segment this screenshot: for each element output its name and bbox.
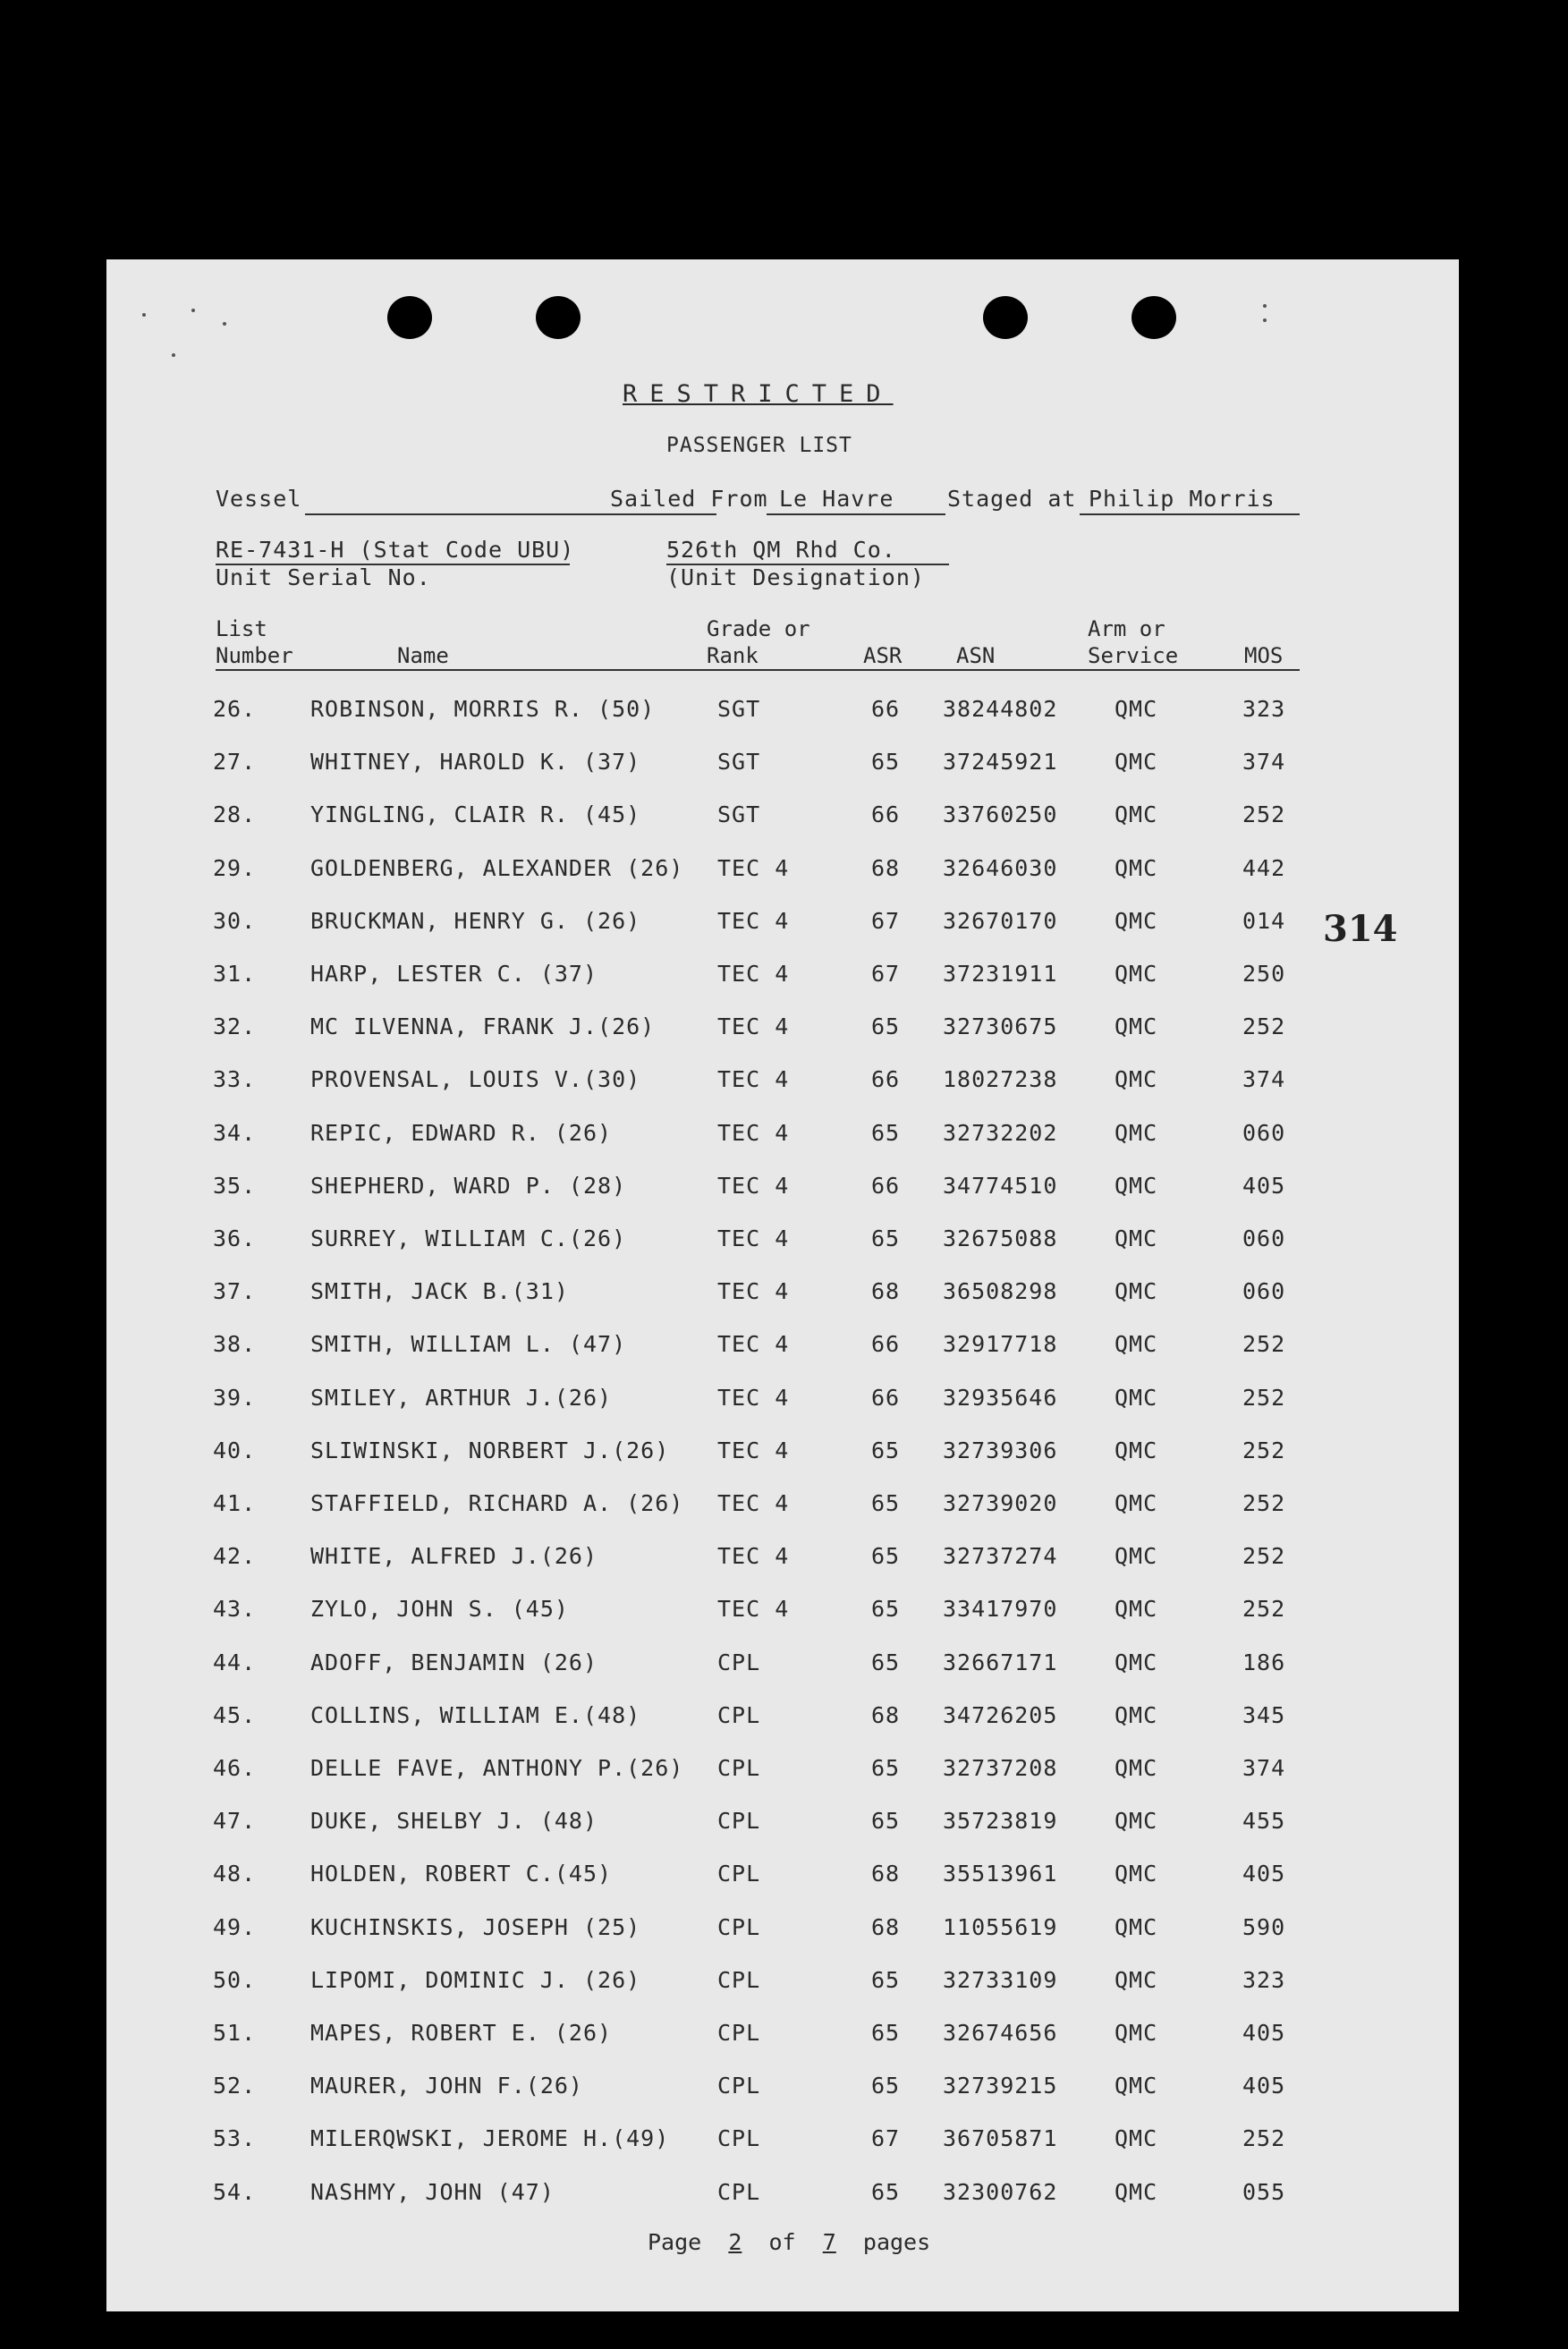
cell-num: 32. — [213, 1013, 257, 1040]
cell-asr: 65 — [871, 1013, 901, 1040]
cell-mos: 323 — [1242, 696, 1286, 722]
table-row — [106, 696, 1459, 728]
cell-grade: SGT — [717, 749, 761, 776]
cell-arm: QMC — [1115, 1013, 1158, 1040]
cell-mos: 405 — [1242, 1172, 1286, 1199]
cell-grade: SGT — [717, 801, 761, 828]
cell-arm: QMC — [1115, 1861, 1158, 1887]
cell-grade: TEC 4 — [717, 1066, 790, 1093]
cell-grade: TEC 4 — [717, 854, 790, 881]
footer-of-label: of — [768, 2229, 796, 2255]
col-header-line: Service — [1088, 643, 1179, 668]
cell-asr: 68 — [871, 854, 901, 881]
cell-name: BRUCKMAN, HENRY G. (26) — [310, 907, 641, 934]
cell-name: WHITNEY, HAROLD K. (37) — [310, 749, 641, 776]
cell-arm: QMC — [1115, 1913, 1158, 1940]
cell-name: SLIWINSKI, NORBERT J.(26) — [310, 1437, 670, 1463]
cell-arm: QMC — [1115, 1490, 1158, 1516]
cell-asn: 32737208 — [943, 1755, 1058, 1781]
punch-hole — [983, 296, 1028, 339]
cell-mos: 374 — [1242, 1066, 1286, 1093]
vessel-label: Vessel — [216, 486, 302, 512]
table-row — [106, 1120, 1459, 1152]
cell-mos: 060 — [1242, 1225, 1286, 1251]
cell-grade: TEC 4 — [717, 961, 790, 987]
cell-mos: 590 — [1242, 1913, 1286, 1940]
table-row — [106, 1596, 1459, 1628]
cell-mos: 405 — [1242, 2020, 1286, 2046]
cell-mos: 374 — [1242, 749, 1286, 776]
footer-page-total: 7 — [822, 2229, 836, 2255]
unit-designation-value: 526th QM Rhd Co. — [666, 537, 896, 563]
cell-arm: QMC — [1115, 1966, 1158, 1993]
cell-asr: 65 — [871, 749, 901, 776]
cell-grade: TEC 4 — [717, 1172, 790, 1199]
cell-asr: 65 — [871, 1490, 901, 1516]
col-header-line: Number — [216, 643, 293, 668]
cell-num: 46. — [213, 1755, 257, 1781]
cell-mos: 252 — [1242, 1490, 1286, 1516]
cell-asr: 65 — [871, 1596, 901, 1623]
cell-num: 53. — [213, 2125, 257, 2152]
document-subtitle: PASSENGER LIST — [666, 434, 852, 457]
cell-arm: QMC — [1115, 854, 1158, 881]
cell-name: REPIC, EDWARD R. (26) — [310, 1119, 613, 1146]
cell-num: 30. — [213, 907, 257, 934]
cell-num: 28. — [213, 801, 257, 828]
cell-num: 39. — [213, 1384, 257, 1411]
cell-asr: 68 — [871, 1913, 901, 1940]
table-row — [106, 2073, 1459, 2105]
unit-designation-label: (Unit Designation) — [666, 564, 925, 590]
cell-asr: 65 — [871, 1808, 901, 1835]
table-row — [106, 1755, 1459, 1787]
cell-asn: 35513961 — [943, 1861, 1058, 1887]
cell-asn: 32300762 — [943, 2178, 1058, 2205]
table-row — [106, 855, 1459, 887]
cell-asn: 32935646 — [943, 1384, 1058, 1411]
cell-asn: 33760250 — [943, 801, 1058, 828]
cell-arm: QMC — [1115, 1384, 1158, 1411]
cell-asn: 38244802 — [943, 696, 1058, 722]
table-row — [106, 749, 1459, 781]
speck — [1263, 304, 1267, 308]
cell-grade: TEC 4 — [717, 1490, 790, 1516]
vessel-underline — [305, 513, 716, 515]
table-row — [106, 1173, 1459, 1205]
cell-num: 54. — [213, 2178, 257, 2205]
cell-asr: 66 — [871, 801, 901, 828]
cell-arm: QMC — [1115, 801, 1158, 828]
table-row — [106, 1808, 1459, 1840]
cell-grade: TEC 4 — [717, 1331, 790, 1358]
cell-asr: 66 — [871, 1172, 901, 1199]
cell-name: LIPOMI, DOMINIC J. (26) — [310, 1966, 641, 1993]
cell-arm: QMC — [1115, 1437, 1158, 1463]
cell-name: ROBINSON, MORRIS R. (50) — [310, 696, 656, 722]
cell-num: 31. — [213, 961, 257, 987]
cell-asr: 66 — [871, 1384, 901, 1411]
cell-name: ADOFF, BENJAMIN (26) — [310, 1649, 598, 1675]
cell-mos: 374 — [1242, 1755, 1286, 1781]
cell-mos: 252 — [1242, 1543, 1286, 1570]
cell-grade: CPL — [717, 2020, 761, 2046]
cell-num: 36. — [213, 1225, 257, 1251]
cell-grade: TEC 4 — [717, 1013, 790, 1040]
cell-mos: 060 — [1242, 1119, 1286, 1146]
cell-name: ZYLO, JOHN S. (45) — [310, 1596, 569, 1623]
cell-name: HOLDEN, ROBERT C.(45) — [310, 1861, 613, 1887]
col-header-asn: ASN — [956, 643, 996, 668]
header-rule — [216, 669, 1300, 671]
table-row — [106, 1861, 1459, 1893]
cell-name: DUKE, SHELBY J. (48) — [310, 1808, 598, 1835]
cell-asr: 65 — [871, 1119, 901, 1146]
punch-hole — [1132, 296, 1176, 339]
staged-label: Staged at — [947, 486, 1077, 512]
cell-arm: QMC — [1115, 1278, 1158, 1305]
cell-num: 27. — [213, 749, 257, 776]
table-row — [106, 1649, 1459, 1682]
col-header-arm — [1088, 615, 1178, 669]
cell-name: MILERQWSKI, JEROME H.(49) — [310, 2125, 670, 2152]
cell-num: 50. — [213, 1966, 257, 1993]
sailed-underline — [767, 513, 945, 515]
cell-asn: 36705871 — [943, 2125, 1058, 2152]
cell-grade: CPL — [717, 1701, 761, 1728]
cell-asn: 32739020 — [943, 1490, 1058, 1516]
footer-pages-label: pages — [862, 2229, 931, 2255]
cell-grade: CPL — [717, 1966, 761, 1993]
table-row — [106, 1914, 1459, 1946]
cell-asn: 32674656 — [943, 2020, 1058, 2046]
speck — [142, 313, 146, 317]
cell-arm: QMC — [1115, 1596, 1158, 1623]
footer-page-label: Page — [648, 2229, 702, 2255]
col-header-line: Rank — [707, 643, 759, 668]
cell-num: 43. — [213, 1596, 257, 1623]
cell-arm: QMC — [1115, 2178, 1158, 2205]
cell-name: SMITH, JACK B.(31) — [310, 1278, 569, 1305]
unit-serial-value: RE-7431-H (Stat Code UBU) — [216, 537, 575, 563]
table-row — [106, 2020, 1459, 2052]
punch-hole — [536, 296, 581, 339]
cell-grade: CPL — [717, 1913, 761, 1940]
cell-asn: 32733109 — [943, 1966, 1058, 1993]
cell-arm: QMC — [1115, 1701, 1158, 1728]
cell-asn: 32739215 — [943, 2073, 1058, 2099]
cell-grade: CPL — [717, 2125, 761, 2152]
cell-asr: 65 — [871, 1649, 901, 1675]
col-header-mos: MOS — [1244, 643, 1284, 668]
cell-mos: 250 — [1242, 961, 1286, 987]
cell-num: 26. — [213, 696, 257, 722]
cell-grade: TEC 4 — [717, 1596, 790, 1623]
cell-asr: 65 — [871, 2020, 901, 2046]
table-row — [106, 1385, 1459, 1417]
cell-name: MAPES, ROBERT E. (26) — [310, 2020, 613, 2046]
col-header-asr: ASR — [863, 643, 903, 668]
col-header-name: Name — [397, 643, 449, 668]
cell-arm: QMC — [1115, 1649, 1158, 1675]
cell-mos: 252 — [1242, 801, 1286, 828]
cell-grade: CPL — [717, 1649, 761, 1675]
cell-asn: 32675088 — [943, 1225, 1058, 1251]
cell-name: MAURER, JOHN F.(26) — [310, 2073, 583, 2099]
col-header-line: Arm or — [1088, 616, 1165, 641]
sailed-label: Sailed From — [610, 486, 768, 512]
cell-num: 48. — [213, 1861, 257, 1887]
cell-asr: 65 — [871, 1225, 901, 1251]
cell-arm: QMC — [1115, 696, 1158, 722]
cell-arm: QMC — [1115, 749, 1158, 776]
cell-name: SHEPHERD, WARD P. (28) — [310, 1172, 627, 1199]
cell-name: SMITH, WILLIAM L. (47) — [310, 1331, 627, 1358]
table-row — [106, 908, 1459, 940]
cell-grade: CPL — [717, 1755, 761, 1781]
cell-asn: 35723819 — [943, 1808, 1058, 1835]
cell-arm: QMC — [1115, 2125, 1158, 2152]
document-page — [106, 259, 1459, 2311]
cell-grade: CPL — [717, 1808, 761, 1835]
cell-asn: 11055619 — [943, 1913, 1058, 1940]
speck — [223, 322, 226, 326]
table-row — [106, 1702, 1459, 1734]
cell-mos: 252 — [1242, 2125, 1286, 2152]
cell-grade: TEC 4 — [717, 1384, 790, 1411]
cell-name: STAFFIELD, RICHARD A. (26) — [310, 1490, 684, 1516]
cell-name: GOLDENBERG, ALEXANDER (26) — [310, 854, 684, 881]
cell-name: COLLINS, WILLIAM E.(48) — [310, 1701, 641, 1728]
table-row — [106, 1543, 1459, 1575]
cell-asn: 36508298 — [943, 1278, 1058, 1305]
cell-asr: 68 — [871, 1701, 901, 1728]
cell-num: 44. — [213, 1649, 257, 1675]
cell-asn: 32646030 — [943, 854, 1058, 881]
cell-asr: 68 — [871, 1861, 901, 1887]
cell-asr: 67 — [871, 961, 901, 987]
cell-grade: TEC 4 — [717, 1225, 790, 1251]
cell-name: KUCHINSKIS, JOSEPH (25) — [310, 1913, 641, 1940]
cell-asn: 32670170 — [943, 907, 1058, 934]
cell-name: WHITE, ALFRED J.(26) — [310, 1543, 598, 1570]
col-header-line: Grade or — [707, 616, 810, 641]
cell-asn: 34726205 — [943, 1701, 1058, 1728]
cell-asr: 67 — [871, 907, 901, 934]
cell-arm: QMC — [1115, 1755, 1158, 1781]
cell-grade: CPL — [717, 2073, 761, 2099]
cell-asn: 32917718 — [943, 1331, 1058, 1358]
staged-value: Philip Morris — [1089, 486, 1276, 512]
cell-num: 45. — [213, 1701, 257, 1728]
table-row — [106, 1967, 1459, 1999]
cell-num: 37. — [213, 1278, 257, 1305]
table-row — [106, 961, 1459, 993]
cell-arm: QMC — [1115, 2073, 1158, 2099]
cell-mos: 252 — [1242, 1437, 1286, 1463]
cell-grade: CPL — [717, 1861, 761, 1887]
cell-num: 33. — [213, 1066, 257, 1093]
cell-asr: 65 — [871, 1543, 901, 1570]
table-row — [106, 1490, 1459, 1522]
cell-num: 47. — [213, 1808, 257, 1835]
table-row — [106, 1278, 1459, 1310]
cell-arm: QMC — [1115, 2020, 1158, 2046]
cell-mos: 323 — [1242, 1966, 1286, 1993]
col-header-grade — [707, 615, 810, 669]
cell-mos: 055 — [1242, 2178, 1286, 2205]
cell-grade: SGT — [717, 696, 761, 722]
cell-num: 35. — [213, 1172, 257, 1199]
cell-name: HARP, LESTER C. (37) — [310, 961, 598, 987]
staged-underline — [1080, 513, 1300, 515]
cell-grade: TEC 4 — [717, 1119, 790, 1146]
table-row — [106, 2179, 1459, 2211]
cell-num: 29. — [213, 854, 257, 881]
cell-name: PROVENSAL, LOUIS V.(30) — [310, 1066, 641, 1093]
footer-page-current: 2 — [728, 2229, 742, 2255]
cell-name: MC ILVENNA, FRANK J.(26) — [310, 1013, 656, 1040]
cell-name: SMILEY, ARTHUR J.(26) — [310, 1384, 613, 1411]
table-row — [106, 1437, 1459, 1470]
table-row — [106, 801, 1459, 834]
cell-asr: 65 — [871, 2073, 901, 2099]
cell-mos: 405 — [1242, 2073, 1286, 2099]
document-title: RESTRICTED — [623, 380, 894, 408]
speck — [191, 309, 195, 312]
cell-mos: 252 — [1242, 1013, 1286, 1040]
cell-mos: 405 — [1242, 1861, 1286, 1887]
cell-asn: 32667171 — [943, 1649, 1058, 1675]
cell-num: 38. — [213, 1331, 257, 1358]
cell-asn: 32732202 — [943, 1119, 1058, 1146]
cell-asn: 32730675 — [943, 1013, 1058, 1040]
page-footer — [648, 2229, 930, 2255]
cell-mos: 252 — [1242, 1331, 1286, 1358]
cell-asr: 68 — [871, 1278, 901, 1305]
table-row — [106, 1225, 1459, 1258]
cell-mos: 252 — [1242, 1596, 1286, 1623]
cell-asn: 33417970 — [943, 1596, 1058, 1623]
cell-mos: 345 — [1242, 1701, 1286, 1728]
page-stamp-number: 314 — [1323, 908, 1398, 950]
cell-num: 49. — [213, 1913, 257, 1940]
table-row — [106, 1066, 1459, 1098]
cell-arm: QMC — [1115, 1172, 1158, 1199]
cell-asr: 66 — [871, 696, 901, 722]
unit-serial-label: Unit Serial No. — [216, 564, 431, 590]
speck — [1263, 318, 1267, 322]
cell-num: 41. — [213, 1490, 257, 1516]
col-header-line: List — [216, 616, 267, 641]
cell-name: DELLE FAVE, ANTHONY P.(26) — [310, 1755, 684, 1781]
cell-num: 51. — [213, 2020, 257, 2046]
cell-grade: CPL — [717, 2178, 761, 2205]
speck — [172, 353, 175, 357]
cell-arm: QMC — [1115, 1808, 1158, 1835]
table-row — [106, 2125, 1459, 2158]
cell-asn: 34774510 — [943, 1172, 1058, 1199]
punch-hole — [387, 296, 432, 339]
cell-asn: 32737274 — [943, 1543, 1058, 1570]
cell-num: 42. — [213, 1543, 257, 1570]
cell-asr: 66 — [871, 1331, 901, 1358]
cell-arm: QMC — [1115, 1066, 1158, 1093]
cell-mos: 455 — [1242, 1808, 1286, 1835]
cell-name: YINGLING, CLAIR R. (45) — [310, 801, 641, 828]
cell-asr: 66 — [871, 1066, 901, 1093]
cell-arm: QMC — [1115, 1543, 1158, 1570]
cell-asr: 65 — [871, 1755, 901, 1781]
cell-name: NASHMY, JOHN (47) — [310, 2178, 555, 2205]
table-row — [106, 1013, 1459, 1046]
cell-mos: 060 — [1242, 1278, 1286, 1305]
cell-arm: QMC — [1115, 907, 1158, 934]
cell-asn: 37245921 — [943, 749, 1058, 776]
cell-asn: 32739306 — [943, 1437, 1058, 1463]
cell-mos: 442 — [1242, 854, 1286, 881]
cell-arm: QMC — [1115, 1119, 1158, 1146]
cell-name: SURREY, WILLIAM C.(26) — [310, 1225, 627, 1251]
cell-asr: 67 — [871, 2125, 901, 2152]
cell-arm: QMC — [1115, 1225, 1158, 1251]
cell-asn: 18027238 — [943, 1066, 1058, 1093]
cell-mos: 014 — [1242, 907, 1286, 934]
cell-arm: QMC — [1115, 1331, 1158, 1358]
cell-mos: 252 — [1242, 1384, 1286, 1411]
cell-asr: 65 — [871, 1966, 901, 1993]
cell-grade: TEC 4 — [717, 907, 790, 934]
cell-grade: TEC 4 — [717, 1543, 790, 1570]
cell-grade: TEC 4 — [717, 1437, 790, 1463]
col-header-list-number — [216, 615, 293, 669]
table-row — [106, 1331, 1459, 1363]
cell-asr: 65 — [871, 1437, 901, 1463]
cell-mos: 186 — [1242, 1649, 1286, 1675]
cell-num: 34. — [213, 1119, 257, 1146]
cell-grade: TEC 4 — [717, 1278, 790, 1305]
sailed-value: Le Havre — [779, 486, 894, 512]
cell-num: 40. — [213, 1437, 257, 1463]
cell-num: 52. — [213, 2073, 257, 2099]
cell-asn: 37231911 — [943, 961, 1058, 987]
cell-arm: QMC — [1115, 961, 1158, 987]
cell-asr: 65 — [871, 2178, 901, 2205]
